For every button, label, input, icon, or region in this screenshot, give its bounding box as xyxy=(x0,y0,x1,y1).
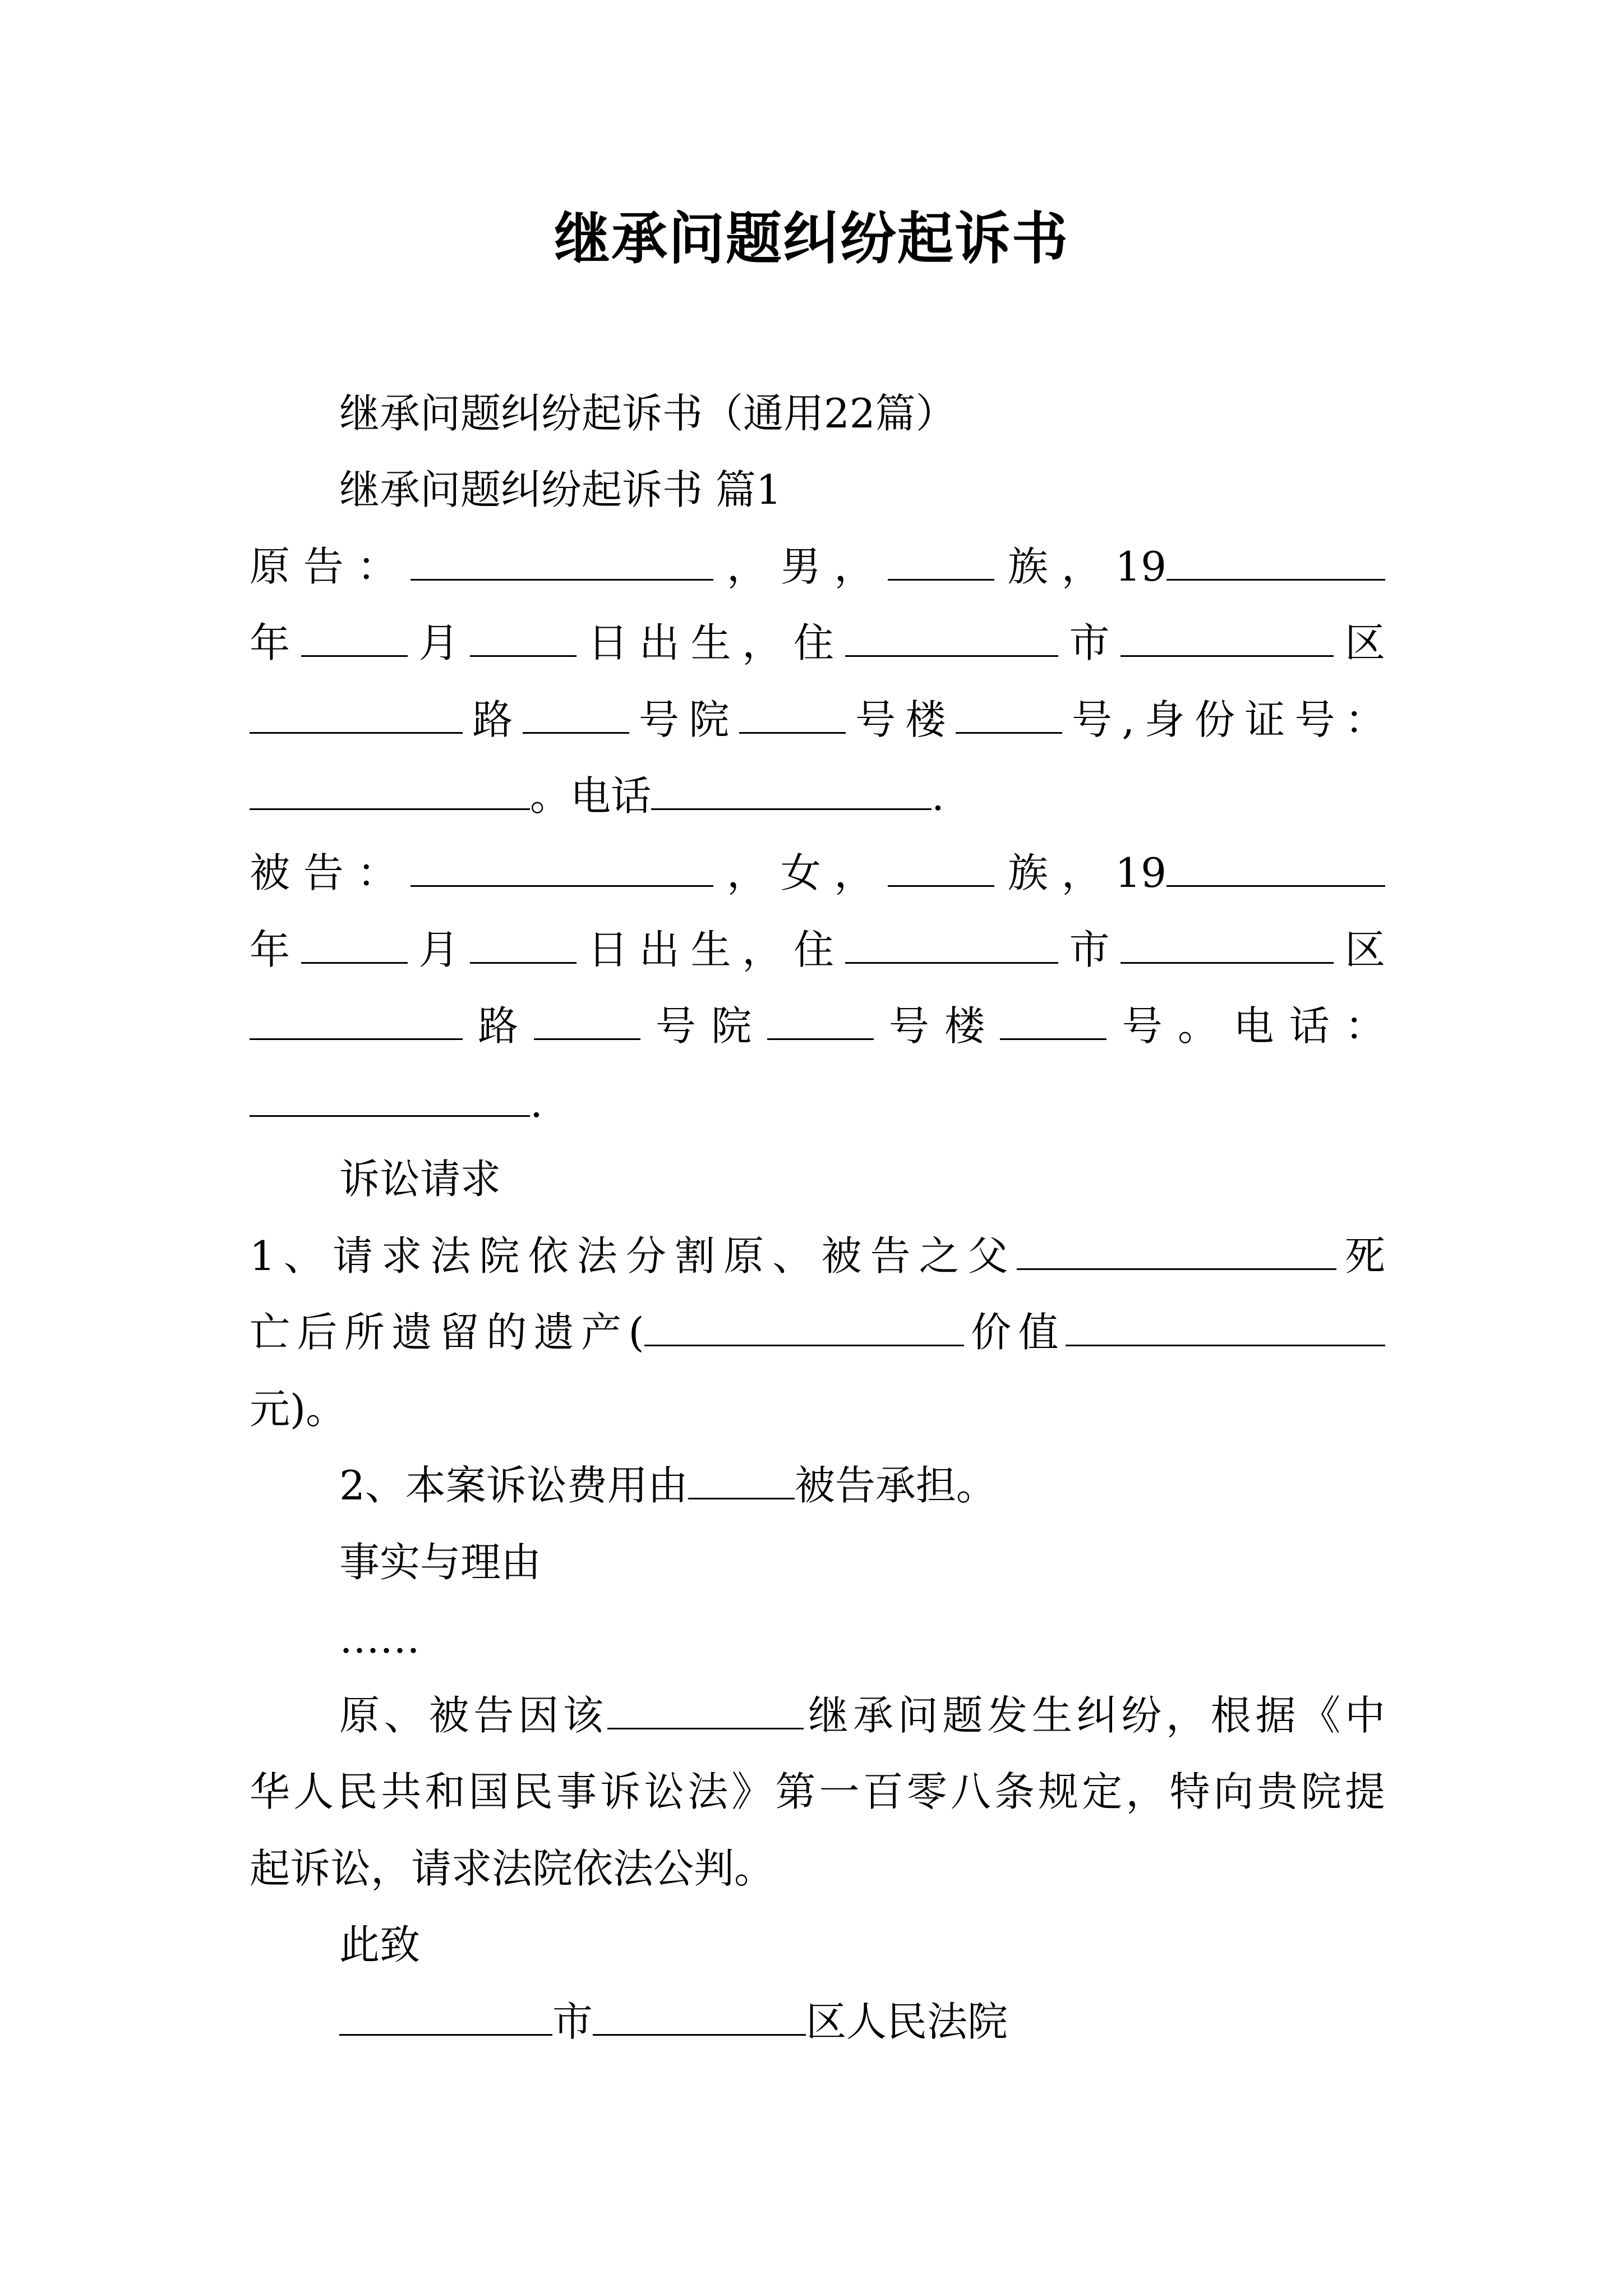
closing: 此致 xyxy=(339,1921,421,1968)
plaintiff-line-3 xyxy=(250,692,1385,748)
building-blank xyxy=(767,999,874,1040)
district-label: 区 xyxy=(1334,926,1385,973)
compound-label: 号院 xyxy=(629,696,739,743)
building-label: 号楼 xyxy=(873,1002,1000,1050)
plaintiff-name-blank xyxy=(411,540,713,581)
city-label: 市 xyxy=(1058,926,1121,973)
district-label: 区 xyxy=(1334,619,1385,666)
defendant-birth-century: 族，19 xyxy=(994,849,1166,896)
city-blank xyxy=(845,923,1058,964)
unit-blank xyxy=(956,693,1062,734)
reason-line-1 xyxy=(339,1687,1385,1743)
document-subtitle: 继承问题纠纷起诉书（通用22篇） xyxy=(339,390,956,437)
building-label: 号楼 xyxy=(845,696,956,743)
day-blank xyxy=(470,923,577,964)
claim-2-text-end: 被告承担。 xyxy=(794,1462,997,1509)
month-blank xyxy=(301,616,408,657)
reason-text: 原、被告因该 xyxy=(339,1692,608,1739)
road-blank xyxy=(250,999,463,1040)
claim-1-line-1 xyxy=(250,1228,1385,1284)
id-number-label: 号,身份证号： xyxy=(1062,696,1385,743)
estate-name-blank xyxy=(607,1688,804,1729)
reason-line-2: 华人民共和国民事诉讼法》第一百零八条规定，特向贵院提 xyxy=(250,1768,1385,1815)
defendant-label: 被告： xyxy=(250,849,411,896)
party-blank xyxy=(688,1458,795,1499)
year-label: 年 xyxy=(250,926,301,973)
phone-blank xyxy=(250,1076,530,1117)
part-heading: 继承问题纠纷起诉书 篇1 xyxy=(339,466,782,513)
value-blank xyxy=(1066,1305,1385,1346)
plaintiff-line-4 xyxy=(250,768,944,824)
id-number-blank xyxy=(250,769,530,810)
road-label: 路 xyxy=(463,1002,534,1050)
defendant-name-blank xyxy=(411,846,713,887)
month-blank xyxy=(301,923,408,964)
claims-heading: 诉讼请求 xyxy=(339,1156,501,1203)
court-city-blank xyxy=(339,1995,552,2036)
compound-label: 号院 xyxy=(640,1002,767,1050)
court-district-blank xyxy=(593,1995,806,2036)
birth-residence-label: 日出生，住 xyxy=(577,926,845,973)
compound-blank xyxy=(523,693,629,734)
plaintiff-label: 原告： xyxy=(250,543,411,590)
reason-line-3: 起诉讼，请求法院依法公判。 xyxy=(250,1845,775,1892)
plaintiff-birth-century: 族，19 xyxy=(994,543,1166,590)
claim-1-text: 1、请求法院依法分割原、被告之父 xyxy=(250,1232,1017,1280)
value-label: 价值 xyxy=(963,1309,1066,1356)
father-name-blank xyxy=(1017,1229,1336,1270)
reason-text-cont: 继承问题发生纠纷，根据《中 xyxy=(804,1692,1385,1739)
road-label: 路 xyxy=(463,696,523,743)
plaintiff-ethnicity-blank xyxy=(888,540,994,581)
estate-blank xyxy=(644,1305,964,1346)
plaintiff-year-blank xyxy=(1166,540,1385,581)
birth-residence-label: 日出生，住 xyxy=(577,619,845,666)
city-blank xyxy=(845,616,1058,657)
court-address xyxy=(339,1994,1008,2050)
defendant-line-1 xyxy=(250,845,1385,901)
phone-label: 。电话 xyxy=(530,772,652,820)
claim-2-text: 2、本案诉讼费用由 xyxy=(339,1462,688,1509)
city-label: 市 xyxy=(1058,619,1121,666)
claim-1-line-3: 元)。 xyxy=(250,1386,347,1433)
claim-1-line-2 xyxy=(250,1304,1385,1360)
claim-2 xyxy=(339,1457,997,1513)
ellipsis: …… xyxy=(339,1615,420,1662)
plaintiff-gender: ，男， xyxy=(713,543,888,590)
phone-blank xyxy=(651,769,932,810)
facts-heading: 事实与理由 xyxy=(339,1539,542,1586)
period: . xyxy=(932,772,944,820)
defendant-gender: ，女， xyxy=(713,849,888,896)
plaintiff-line-2 xyxy=(250,615,1385,671)
claim-1-estate-text: 亡后所遗留的遗产( xyxy=(250,1309,644,1356)
district-blank xyxy=(1121,616,1334,657)
claim-1-text-end: 死 xyxy=(1336,1232,1385,1280)
document-title: 继承问题纠纷起诉书 xyxy=(554,205,1069,272)
road-blank xyxy=(250,693,463,734)
court-name-label: 区人民法院 xyxy=(806,1998,1008,2045)
district-blank xyxy=(1121,923,1334,964)
year-label: 年 xyxy=(250,619,301,666)
day-blank xyxy=(470,616,577,657)
compound-blank xyxy=(534,999,640,1040)
phone-label: 号。电话： xyxy=(1106,1002,1385,1050)
period: . xyxy=(530,1079,543,1126)
month-label: 月 xyxy=(407,619,471,666)
court-city-label: 市 xyxy=(552,1998,593,2045)
defendant-line-4 xyxy=(250,1075,543,1131)
defendant-year-blank xyxy=(1166,846,1385,887)
defendant-line-2 xyxy=(250,922,1385,978)
defendant-ethnicity-blank xyxy=(888,846,994,887)
plaintiff-line-1 xyxy=(250,539,1385,595)
building-blank xyxy=(739,693,846,734)
unit-blank xyxy=(1000,999,1106,1040)
month-label: 月 xyxy=(407,926,471,973)
defendant-line-3 xyxy=(250,998,1385,1054)
